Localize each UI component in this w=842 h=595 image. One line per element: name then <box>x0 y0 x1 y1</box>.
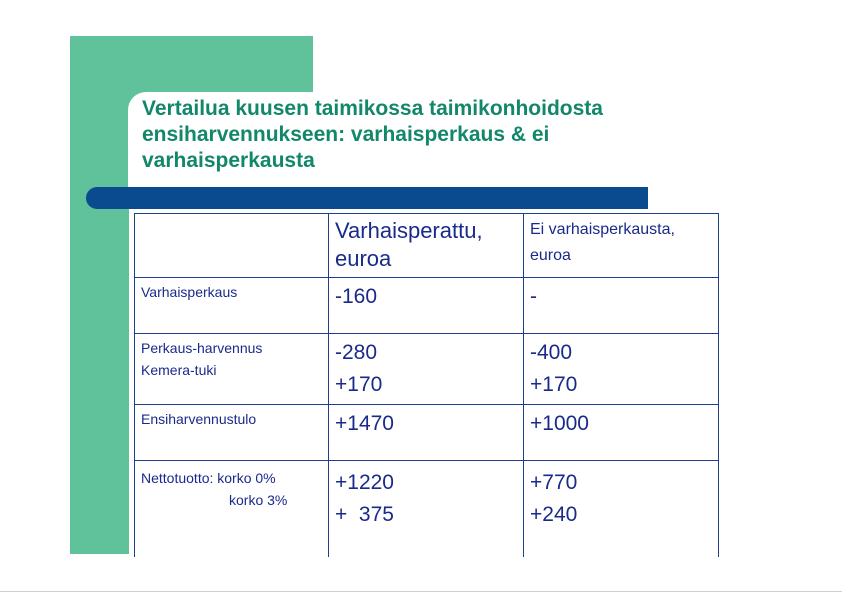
cell-ei-varhaisperkausta-nettotuotto <box>524 461 719 557</box>
row-label-line: Ensiharvennustulo <box>141 411 257 427</box>
header-cell-ei-varhaisperkausta <box>524 214 719 278</box>
cell-varhaisperattu-varhaisperkaus <box>329 278 524 334</box>
cell-value: -160 <box>335 285 378 308</box>
cell-value: +1000 <box>530 412 589 435</box>
header-ei-varhaisperkausta-line1: Ei varhaisperkausta, <box>530 221 675 238</box>
comparison-table <box>134 213 719 557</box>
row-label-line: Perkaus-harvennus <box>141 340 263 356</box>
slide-title: Vertailua kuusen taimikossa taimikonhoidosta ensiharvennukseen: varhaisperkaus & ei varhaisperkausta <box>142 97 603 172</box>
cell-value: +240 <box>530 503 578 526</box>
row-label-line: korko 3% <box>229 492 288 508</box>
cell-varhaisperattu-nettotuotto <box>329 461 524 557</box>
cell-value: - <box>530 285 537 308</box>
header-varhaisperattu-line1: Varhaisperattu, <box>335 218 483 243</box>
row-label-line: Varhaisperkaus <box>141 284 238 300</box>
blue-decor-bar <box>86 187 648 209</box>
cell-varhaisperattu-perkaus-harvennus <box>329 334 524 405</box>
row-label-varhaisperkaus <box>135 278 329 334</box>
header-cell-empty <box>135 214 329 278</box>
page-bottom-edge <box>0 591 842 592</box>
table-row <box>135 334 719 405</box>
cell-value: +170 <box>530 373 578 396</box>
header-varhaisperattu-line2: euroa <box>335 246 392 271</box>
table-row <box>135 461 719 557</box>
cell-varhaisperattu-ensiharvennustulo <box>329 405 524 461</box>
cell-value: -400 <box>530 341 573 364</box>
table-row <box>135 405 719 461</box>
table-row <box>135 278 719 334</box>
cell-ei-varhaisperkausta-varhaisperkaus <box>524 278 719 334</box>
row-label-ensiharvennustulo <box>135 405 329 461</box>
cell-value: +770 <box>530 471 578 494</box>
row-label-line: Kemera-tuki <box>141 362 217 378</box>
cell-value: +1470 <box>335 412 394 435</box>
header-ei-varhaisperkausta-line2: euroa <box>530 247 571 264</box>
cell-ei-varhaisperkausta-perkaus-harvennus <box>524 334 719 405</box>
cell-value: + 375 <box>335 503 394 526</box>
row-label-perkaus-harvennus <box>135 334 329 405</box>
cell-value: +170 <box>335 373 383 396</box>
header-cell-varhaisperattu <box>329 214 524 278</box>
cell-value: -280 <box>335 341 378 364</box>
cell-ei-varhaisperkausta-ensiharvennustulo <box>524 405 719 461</box>
cell-value: +1220 <box>335 471 394 494</box>
row-label-line: Nettotuotto: korko 0% <box>141 470 276 486</box>
table-header-row <box>135 214 719 278</box>
row-label-nettotuotto <box>135 461 329 557</box>
